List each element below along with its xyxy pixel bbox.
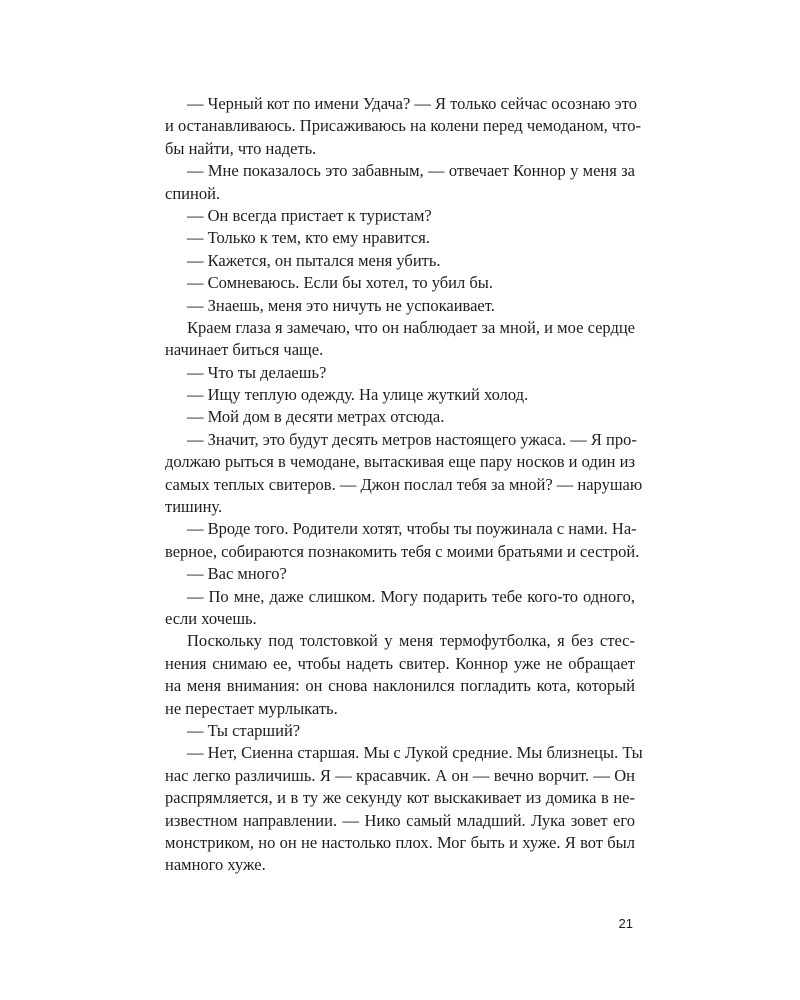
text-line: и останавливаюсь. Присаживаюсь на колени перед чемоданом, что- [165, 116, 641, 136]
text-line: — По мне, даже слишком. Могу подарить тебе кого-то одного, [187, 586, 635, 606]
text-line: нения снимаю ее, чтобы надеть свитер. Коннор уже не обращает [165, 653, 635, 673]
text-line: должаю рыться в чемодане, вытаскивая еще пару носков и один из [165, 452, 635, 472]
text-line: — Только к тем, кто ему нравится. [187, 228, 430, 248]
text-line: — Нет, Сиенна старшая. Мы с Лукой средние. Мы близнецы. Ты [187, 743, 643, 763]
text-line: Краем глаза я замечаю, что он наблюдает за мной, и мое сердце [187, 317, 635, 337]
text-line: не перестает мурлыкать. [165, 698, 338, 718]
text-line: самых теплых свитеров. — Джон послал тебя за мной? — нарушаю [165, 474, 643, 494]
text-line: — Ты старший? [187, 720, 301, 740]
text-line: — Черный кот по имени Удача? — Я только сейчас осознаю это [187, 94, 637, 113]
text-line: на меня внимания: он снова наклонился погладить кота, который [165, 676, 635, 696]
text-line: тишину. [165, 497, 223, 517]
text-line: — Кажется, он пытался меня убить. [187, 250, 441, 270]
text-line: если хочешь. [165, 608, 257, 628]
text-line: намного хуже. [165, 855, 266, 875]
text-line: верное, собираются познакомить тебя с моими братьями и сестрой. [165, 541, 640, 561]
text-line: — Мне показалось это забавным, — отвечает Коннор у меня за [187, 161, 635, 181]
text-line: нас легко различишь. Я — красавчик. А он — вечно ворчит. — Он [165, 765, 635, 785]
text-line: — Знаешь, меня это ничуть не успокаивает. [187, 295, 495, 315]
text-line: — Он всегда пристает к туристам? [187, 205, 432, 225]
text-line: монстриком, но он не настолько плох. Мог быть и хуже. Я вот был [165, 832, 635, 852]
text-line: начинает биться чаще. [165, 340, 324, 360]
text-line: распрямляется, и в ту же секунду кот выскакивает из домика в не- [165, 788, 635, 808]
page-body-text [165, 93, 643, 877]
text-line: — Что ты делаешь? [187, 362, 327, 382]
text-line: — Сомневаюсь. Если бы хотел, то убил бы. [187, 273, 493, 293]
text-line: известном направлении. — Нико самый младший. Лука зовет его [165, 810, 635, 830]
text-line: — Вас много? [187, 564, 287, 584]
text-line: бы найти, что надеть. [165, 138, 317, 158]
text-line: — Мой дом в десяти метрах отсюда. [187, 407, 445, 427]
text-line: — Ищу теплую одежду. На улице жуткий холод. [187, 385, 529, 405]
text-line: спиной. [165, 183, 221, 203]
text-line: Поскольку под толстовкой у меня термофутболка, я без стес- [187, 631, 635, 651]
text-line: — Значит, это будут десять метров настоящего ужаса. — Я про- [187, 429, 637, 449]
text-line: — Вроде того. Родители хотят, чтобы ты поужинала с нами. На- [187, 519, 637, 539]
page-number: 21 [618, 916, 633, 931]
